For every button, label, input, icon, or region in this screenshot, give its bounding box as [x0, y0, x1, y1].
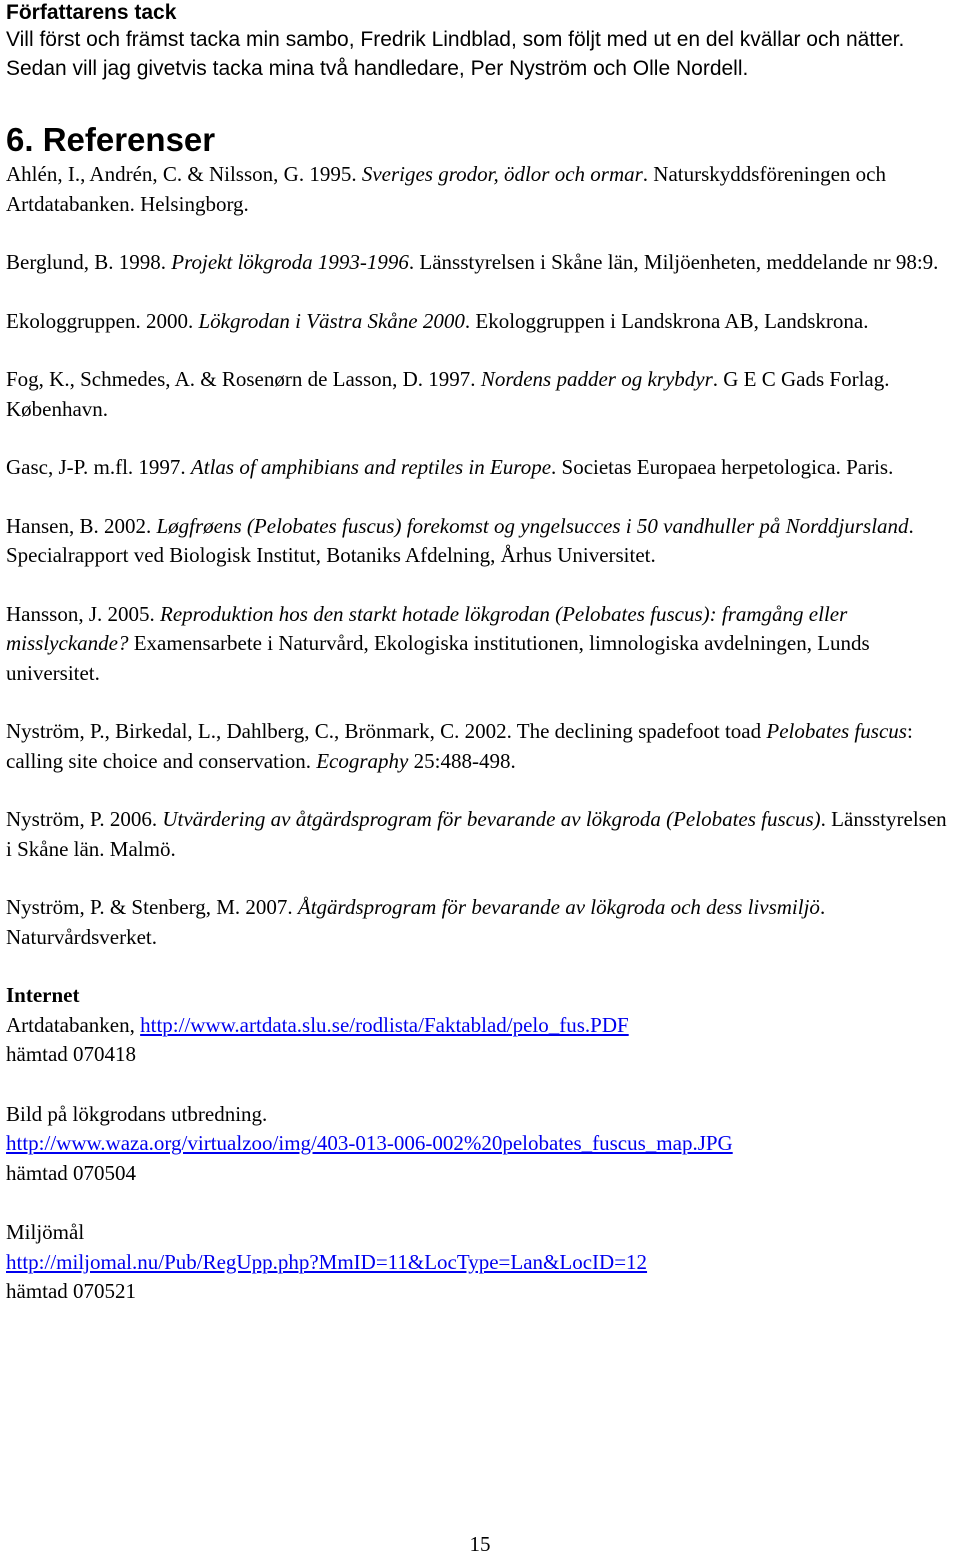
web-source-item	[6, 1218, 956, 1307]
web-source-label: Artdatabanken,	[6, 1012, 141, 1037]
web-source-label: Bild på lökgrodans utbredning.	[6, 1101, 268, 1126]
web-source-link[interactable]: http://www.waza.org/virtualzoo/img/403-013-006-002%20pelobates_fuscus_map.JPG	[6, 1131, 733, 1155]
reference-item: Ahlén, I., Andrén, C. & Nilsson, G. 1995. Sveriges grodor, ödlor och ormar. Naturskyddsföreningen och Artdatabanken. Helsingborg.	[6, 162, 886, 216]
web-source-link[interactable]: http://www.artdata.slu.se/rodlista/Faktablad/pelo_fus.PDF	[140, 1012, 629, 1037]
web-source-retrieved: hämtad 070521	[6, 1279, 137, 1303]
web-source-label: Miljömål	[6, 1220, 85, 1244]
page-number: 15	[469, 1532, 491, 1556]
reference-item: Nyström, P., Birkedal, L., Dahlberg, C., Brönmark, C. 2002. The declining spadefoot toad Pelobates fuscus: calling site choice and conservation. Ecography 25:488-498.	[6, 719, 913, 773]
web-source-link[interactable]: http://miljomal.nu/Pub/RegUpp.php?MmID=11&LocType=Lan&LocID=12	[6, 1249, 648, 1274]
reference-item: Ekologgruppen. 2000. Lökgrodan i Västra Skåne 2000. Ekologgruppen i Landskrona AB, Landskrona.	[6, 308, 869, 333]
web-source-item	[6, 1011, 956, 1070]
document-page	[6, 0, 956, 1307]
reference-list	[6, 160, 956, 952]
web-source-retrieved: hämtad 070504	[6, 1160, 137, 1185]
web-source-item	[6, 1100, 956, 1189]
reference-item: Hansen, B. 2002. Løgfrøens (Pelobates fuscus) forekomst og yngelsucces i 50 vandhuller på Norddjursland. Specialrapport ved Biologisk Institut, Botaniks Afdelning, Århus Universitet.	[6, 513, 914, 567]
reference-item: Berglund, B. 1998. Projekt lökgroda 1993-1996. Länsstyrelsen i Skåne län, Miljöenheten, meddelande nr 98:9.	[6, 250, 939, 274]
reference-item: Fog, K., Schmedes, A. & Rosenørn de Lasson, D. 1997. Nordens padder og krybdyr. G E C Gads Forlag. København.	[6, 367, 890, 421]
internet-heading: Internet	[6, 983, 80, 1007]
web-source-retrieved: hämtad 070418	[6, 1042, 137, 1066]
reference-item: Nyström, P. & Stenberg, M. 2007. Åtgärdsprogram för bevarande av lökgroda och dess livsmiljö. Naturvårdsverket.	[6, 895, 826, 949]
references-heading: 6. Referenser	[6, 121, 216, 158]
reference-item: Nyström, P. 2006. Utvärdering av åtgärdsprogram för bevarande av lökgroda (Pelobates fuscus). Länsstyrelsen i Skåne län. Malmö.	[6, 807, 947, 861]
acknowledgements-heading: Författarens tack	[6, 1, 177, 24]
acknowledgements-text: Vill först och främst tacka min sambo, Fredrik Lindblad, som följt med ut en del kvällar och nätter. Sedan vill jag givetvis tacka mina två handledare, Per Nyström och Olle Nordell.	[6, 28, 905, 80]
reference-item: Gasc, J-P. m.fl. 1997. Atlas of amphibians and reptiles in Europe. Societas Europaea herpetologica. Paris.	[6, 455, 894, 479]
reference-item: Hansson, J. 2005. Reproduktion hos den starkt hotade lökgrodan (Pelobates fuscus): framgång eller misslyckande? Examensarbete i Naturvård, Ekologiska institutionen, limnologiska avdelningen, Lunds universitet.	[6, 601, 870, 685]
